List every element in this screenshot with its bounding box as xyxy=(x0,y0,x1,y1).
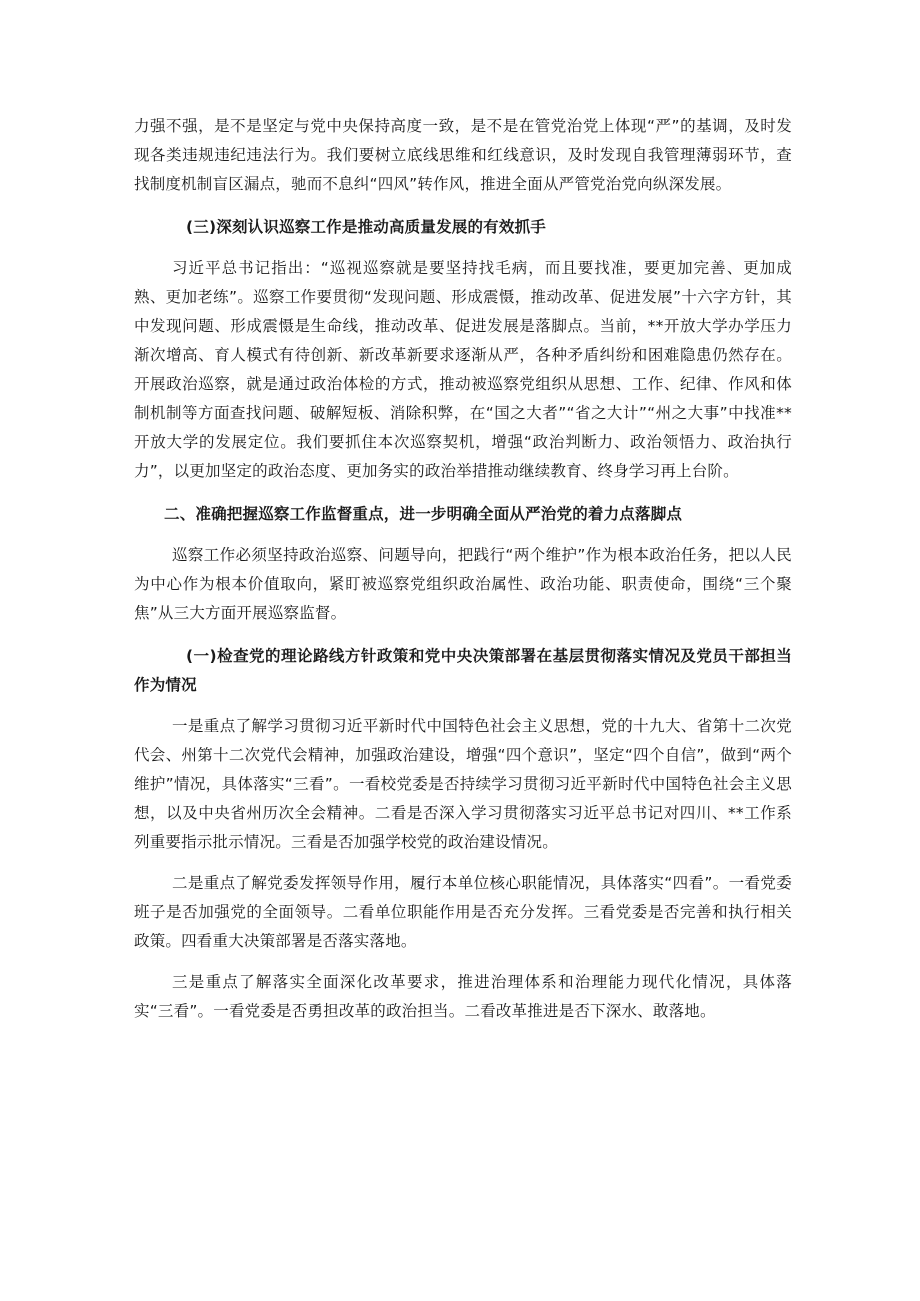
paragraph-continuation: 力强不强，是不是坚定与党中央保持高度一致，是不是在管党治党上体现“严”的基调，及时发现各类违规违纪违法行为。我们要树立底线思维和红线意识，及时发现自我管理薄弱环节，查找制度机制盲区漏点，驰而不息纠“四风”转作风，推进全面从严管党治党向纵深发展。 xyxy=(134,117,792,193)
subheading-one: (一)检查党的理论路线方针政策和党中央决策部署在基层贯彻落实情况及党员干部担当作为情况 xyxy=(134,647,792,694)
section-heading-two: 二、准确把握巡察工作监督重点，进一步明确全面从严治党的着力点落脚点 xyxy=(164,505,683,523)
document-body xyxy=(134,112,792,1026)
paragraph-point-two: 二是重点了解党委发挥领导作用，履行本单位核心职能情况，具体落实“四看”。一看党委班子是否加强党的全面领导。二看单位职能作用是否充分发挥。三看党委是否完善和执行相关政策。四看重大决策部署是否落实落地。 xyxy=(134,874,792,950)
subheading-three: (三)深刻认识巡察工作是推动高质量发展的有效抓手 xyxy=(186,218,546,236)
paragraph-inspection-focus: 巡察工作必须坚持政治巡察、问题导向，把践行“两个维护”作为根本政治任务，把以人民为中心作为根本价值取向，紧盯被巡察党组织政治属性、政治功能、职责使命，围绕“三个聚焦”从三大方面开展巡察监督。 xyxy=(134,546,792,622)
paragraph-point-one: 一是重点了解学习贯彻习近平新时代中国特色社会主义思想，党的十九大、省第十二次党代会、州第十二次党代会精神，加强政治建设，增强“四个意识”，坚定“四个自信”，做到“两个维护”情况，具体落实“三看”。一看校党委是否持续学习贯彻习近平新时代中国特色社会主义思想，以及中央省州历次全会精神。二看是否深入学习贯彻落实习近平总书记对四川、**工作系列重要指示批示情况。三看是否加强学校党的政治建设情况。 xyxy=(134,717,792,851)
paragraph-point-three: 三是重点了解落实全面深化改革要求，推进治理体系和治理能力现代化情况，具体落实“三看”。一看党委是否勇担改革的政治担当。二看改革推进是否下深水、敢落地。 xyxy=(134,973,792,1020)
paragraph-inspection-tool: 习近平总书记指出：“巡视巡察就是要坚持找毛病，而且要找准，要更加完善、更加成熟、更加老练”。巡察工作要贯彻“发现问题、形成震慑，推动改革、促进发展”十六字方针，其中发现问题、形成震慑是生命线，推动改革、促进发展是落脚点。当前，**开放大学办学压力渐次增高、育人模式有待创新、新改革新要求逐渐从严，各种矛盾纠纷和困难隐患仍然存在。开展政治巡察，就是通过政治体检的方式，推动被巡察党组织从思想、工作、纪律、作风和体制机制等方面查找问题、破解短板、消除积弊，在“国之大者”“省之大计”“州之大事”中找准**开放大学的发展定位。我们要抓住本次巡察契机，增强“政治判断力、政治领悟力、政治执行力”，以更加坚定的政治态度、更加务实的政治举措推动继续教育、终身学习再上台阶。 xyxy=(134,259,792,480)
